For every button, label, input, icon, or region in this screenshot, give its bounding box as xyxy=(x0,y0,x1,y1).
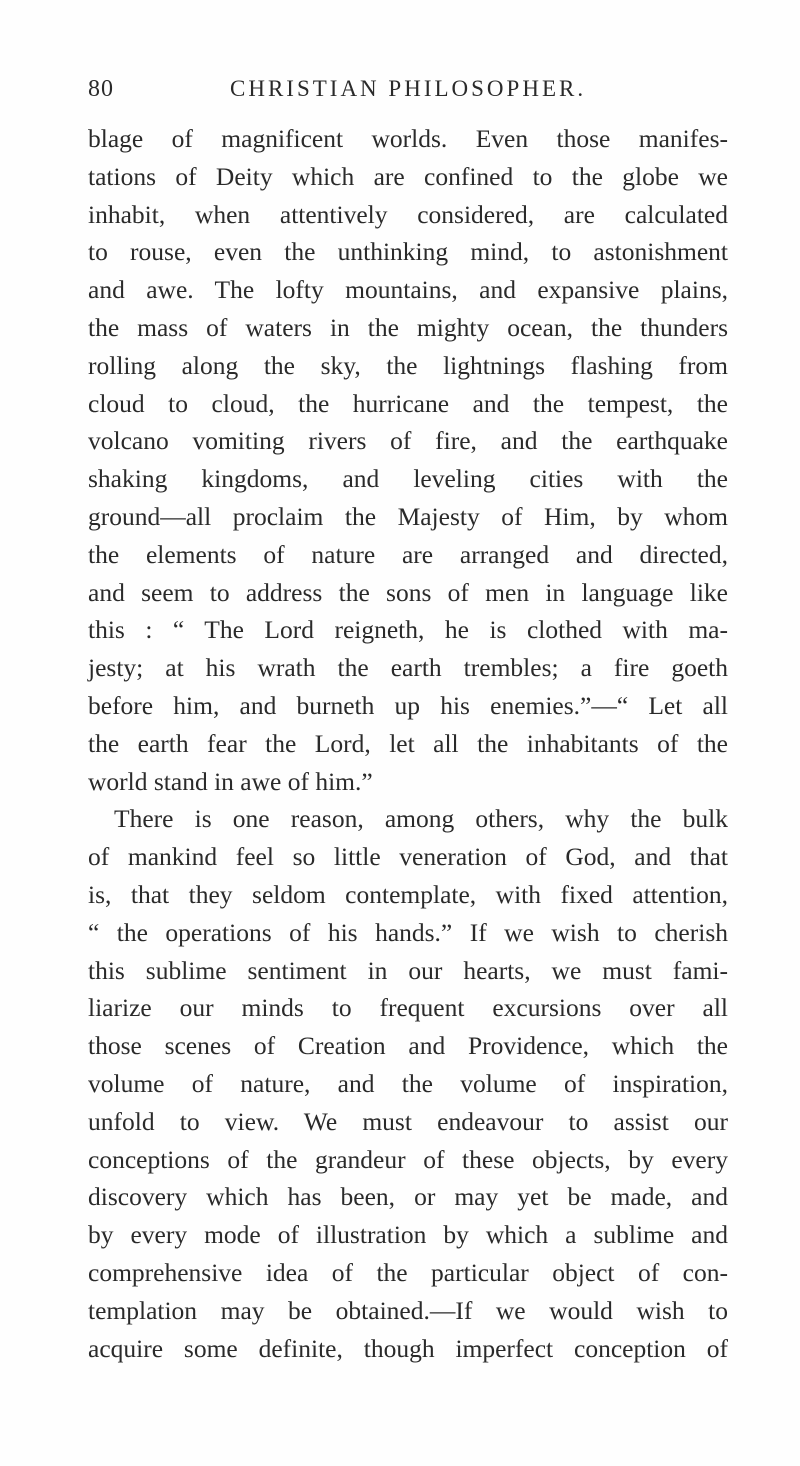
text-line: cloud to cloud, the hurricane and the tempest, the xyxy=(88,388,728,418)
text-line: shaking kingdoms, and leveling cities with the xyxy=(88,464,728,494)
text-line: world stand in awe of him.” xyxy=(88,766,373,796)
text-line: and awe. The lofty mountains, and expansive plains, xyxy=(88,275,728,305)
text-line: blage of magnificent worlds. Even those manifes- xyxy=(88,124,728,153)
text-line: tations of Deity which are confined to the globe we xyxy=(88,161,728,191)
text-line: conceptions of the grandeur of these objects, by every xyxy=(88,1144,728,1174)
text-line: “ the operations of his hands.” If we wish to cherish xyxy=(88,917,728,947)
text-line: this : “ The Lord reigneth, he is clothed with ma- xyxy=(88,615,728,645)
page-header xyxy=(88,76,728,116)
text-line: those scenes of Creation and Providence, which the xyxy=(88,1031,728,1061)
text-line: liarize our minds to frequent excursions over all xyxy=(88,993,728,1023)
text-line: is, that they seldom contemplate, with fixed attention, xyxy=(88,879,728,909)
text-line: acquire some definite, though imperfect conception of xyxy=(88,1333,728,1363)
text-line: comprehensive idea of the particular object of con- xyxy=(88,1257,728,1287)
text-line: templation may be obtained.—If we would wish to xyxy=(88,1295,728,1325)
text-line: volcano vomiting rivers of fire, and the earthquake xyxy=(88,426,728,456)
text-line: and seem to address the sons of men in language like xyxy=(88,577,728,607)
text-line: jesty; at his wrath the earth trembles; a fire goeth xyxy=(88,653,728,683)
text-line: the earth fear the Lord, let all the inhabitants of the xyxy=(88,728,728,758)
text-line: discovery which has been, or may yet be made, and xyxy=(88,1182,728,1212)
text-line: unfold to view. We must endeavour to assist our xyxy=(88,1106,728,1136)
text-line: rolling along the sky, the lightnings flashing from xyxy=(88,350,728,380)
text-line: the elements of nature are arranged and directed, xyxy=(88,539,728,569)
page-number: 80 xyxy=(88,76,114,102)
text-line: this sublime sentiment in our hearts, we must fami- xyxy=(88,955,728,985)
text-line: ground—all proclaim the Majesty of Him, by whom xyxy=(88,501,728,531)
text-line: the mass of waters in the mighty ocean, the thunders xyxy=(88,312,728,342)
text-line: by every mode of illustration by which a sublime and xyxy=(88,1220,728,1250)
text-line: before him, and burneth up his enemies.”—“ Let all xyxy=(88,690,728,720)
text-line: to rouse, even the unthinking mind, to astonishment xyxy=(88,237,728,267)
body-text xyxy=(88,120,728,1367)
text-line: There is one reason, among others, why the bulk xyxy=(114,804,728,834)
running-head: CHRISTIAN PHILOSOPHER. xyxy=(230,76,587,101)
text-line: inhabit, when attentively considered, are calculated xyxy=(88,199,728,229)
text-line: volume of nature, and the volume of inspiration, xyxy=(88,1068,728,1098)
text-line: of mankind feel so little veneration of God, and that xyxy=(88,842,728,872)
